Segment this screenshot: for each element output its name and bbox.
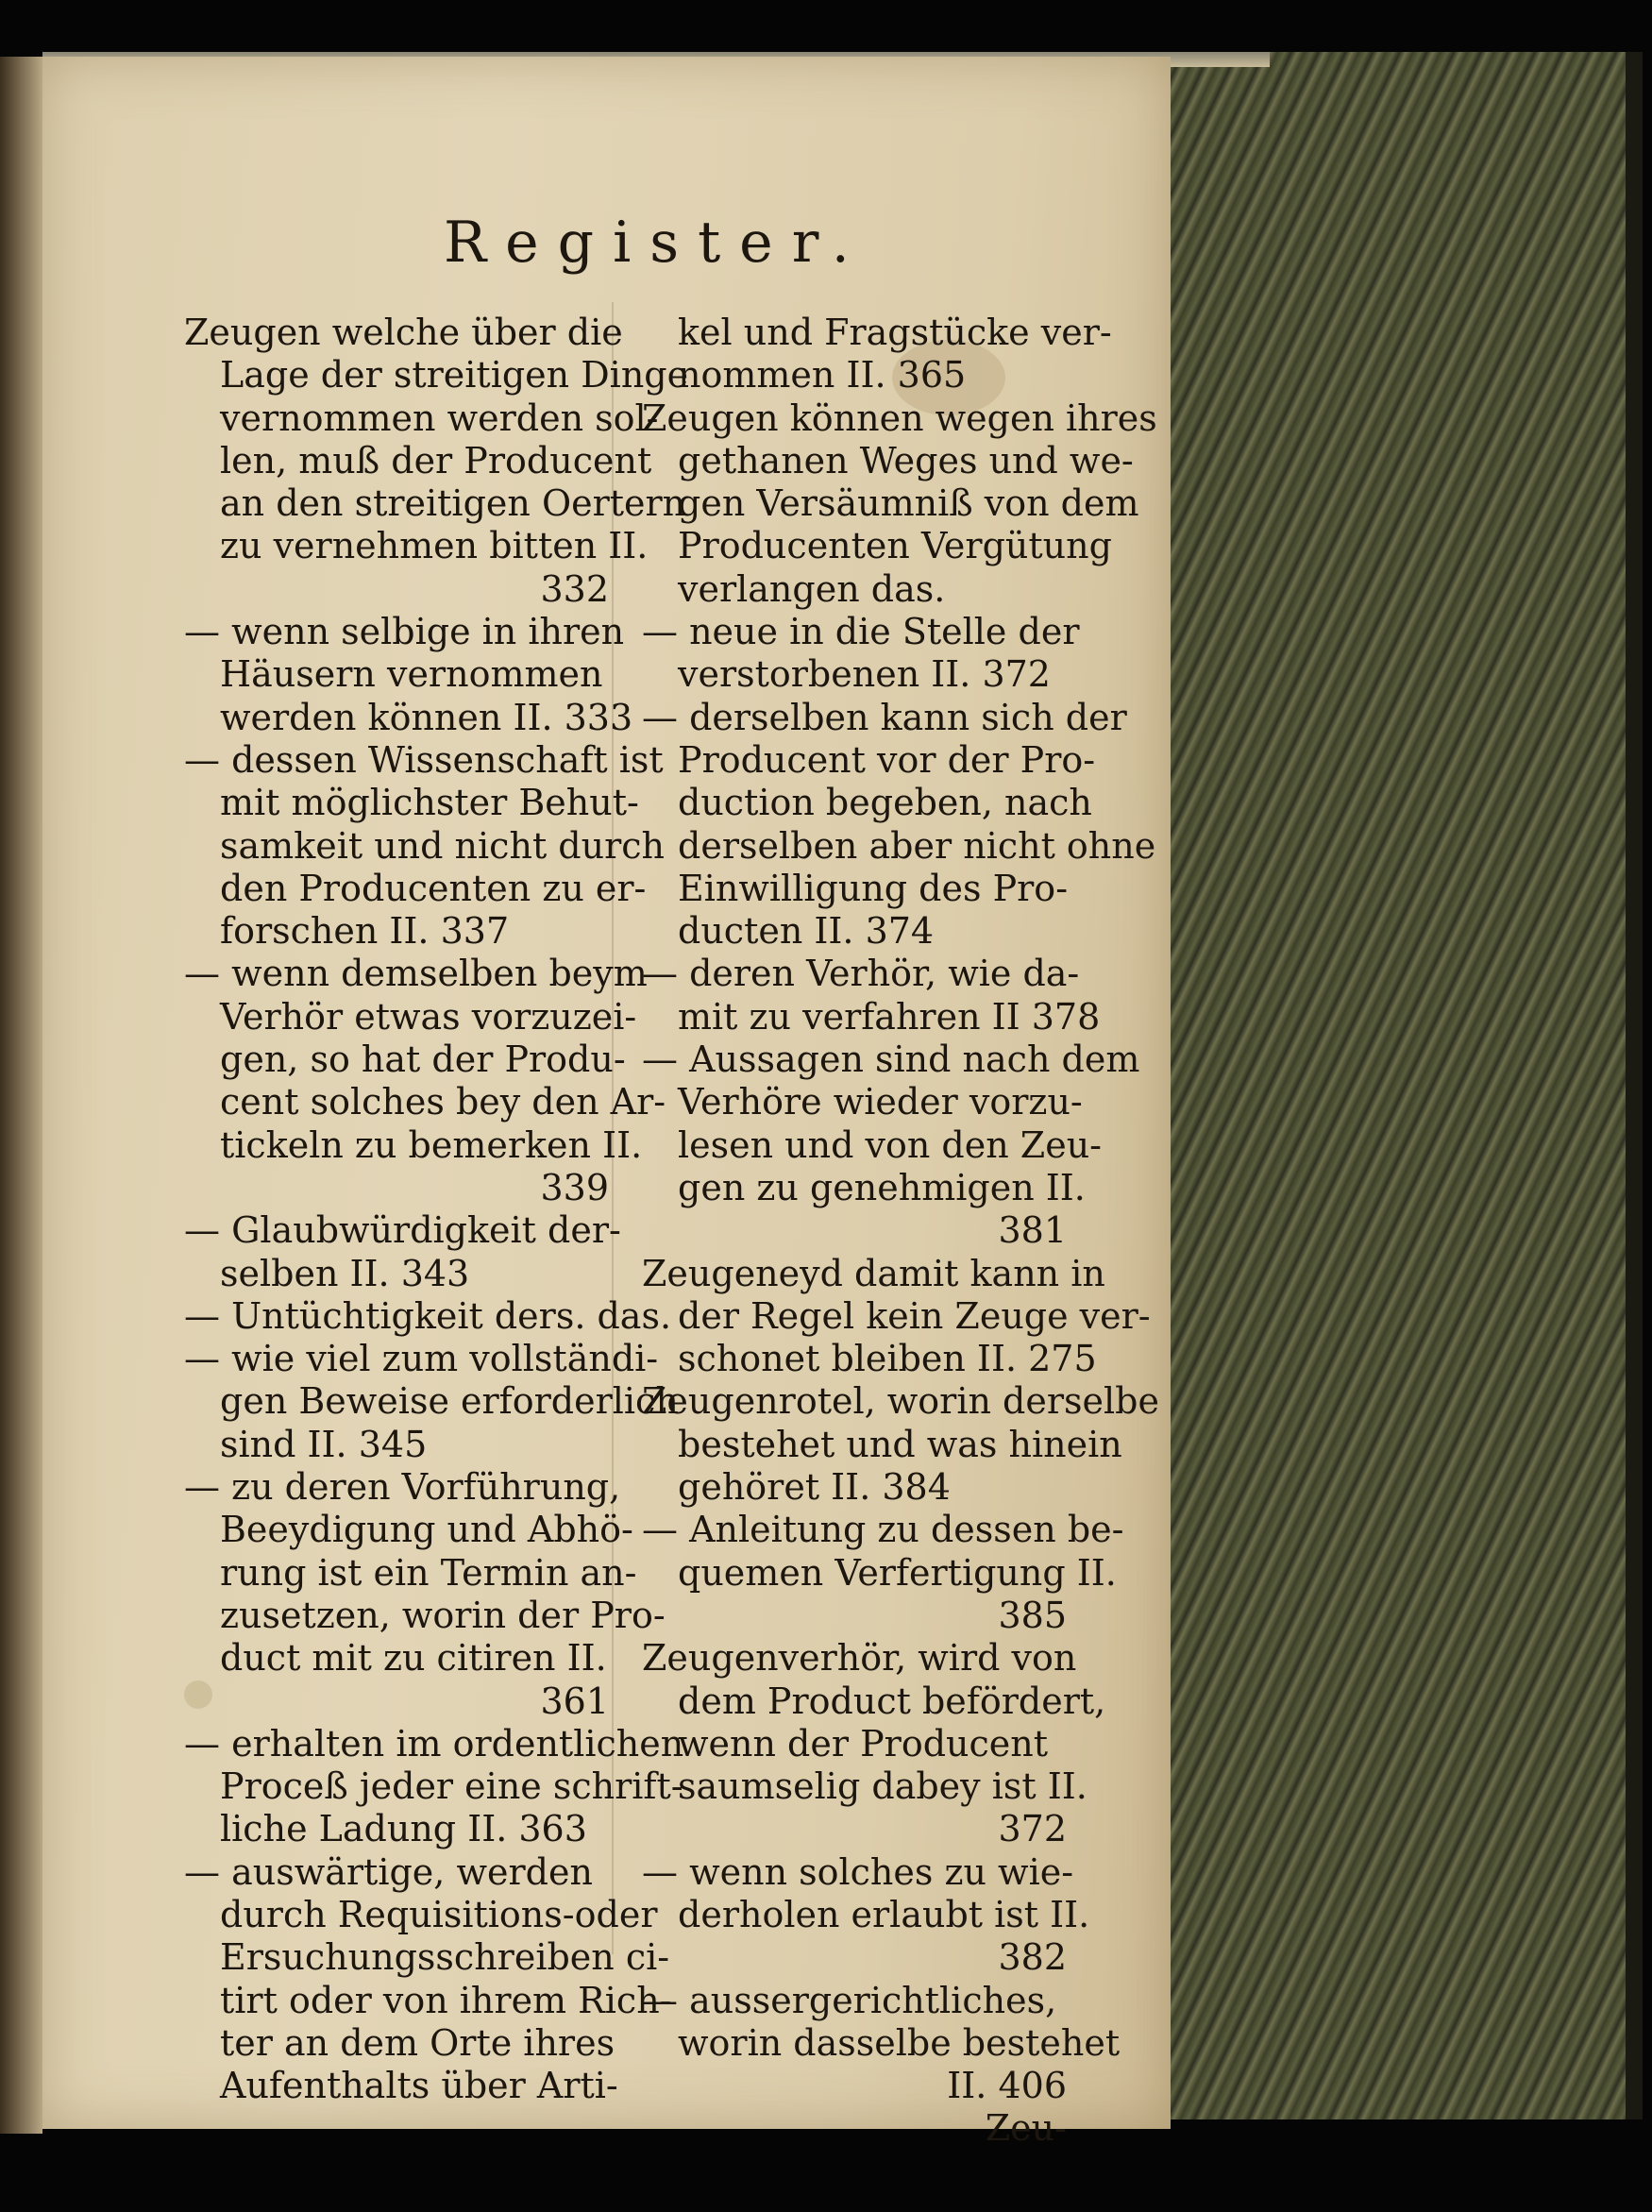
index-line: forschen II. 337 bbox=[220, 910, 510, 953]
index-line: wenn der Producent bbox=[678, 1722, 1049, 1765]
index-column-right bbox=[642, 312, 1159, 2151]
facing-page-edge bbox=[0, 57, 42, 2134]
index-line: verstorbenen II. 372 bbox=[678, 653, 1051, 696]
index-line: derselben aber nicht ohne bbox=[678, 824, 1156, 867]
index-line: Häusern vernommen bbox=[220, 653, 603, 696]
index-column-left bbox=[184, 312, 689, 2107]
index-line: tickeln zu bemerken II. bbox=[220, 1123, 643, 1166]
index-page-ref: 372 bbox=[998, 1808, 1067, 1850]
index-line: — erhalten im ordentlichen bbox=[184, 1722, 684, 1765]
index-line: — Aussagen sind nach dem bbox=[642, 1038, 1140, 1081]
index-line: — zu deren Vorführung, bbox=[184, 1466, 621, 1509]
index-line: ducten II. 374 bbox=[678, 910, 935, 953]
index-line: Zeugen welche über die bbox=[184, 312, 623, 353]
index-line: gethanen Weges und we- bbox=[678, 439, 1134, 481]
index-line: Ersuchungsschreiben ci- bbox=[220, 1936, 670, 1979]
index-line: mit zu verfahren II 378 bbox=[678, 995, 1101, 1038]
index-line: — auswärtige, werden bbox=[184, 1850, 593, 1893]
index-line: — deren Verhör, wie da- bbox=[642, 953, 1080, 995]
index-line: — derselben kann sich der bbox=[642, 696, 1127, 738]
index-line: mit möglichster Behut- bbox=[220, 782, 639, 824]
index-line: len, muß der Producent bbox=[220, 439, 652, 481]
index-line: kel und Fragstücke ver- bbox=[678, 312, 1112, 353]
index-line: Verhör etwas vorzuzei- bbox=[220, 995, 637, 1038]
index-line: gen, so hat der Produ- bbox=[220, 1038, 626, 1081]
index-line: tirt oder von ihrem Rich- bbox=[220, 1979, 672, 2021]
index-line: dem Product befördert, bbox=[678, 1680, 1106, 1722]
index-line: Producent vor der Pro- bbox=[678, 738, 1096, 781]
index-line: liche Ladung II. 363 bbox=[220, 1808, 587, 1850]
book-cover-board bbox=[1166, 52, 1640, 2119]
index-page-ref: 332 bbox=[540, 567, 609, 610]
index-line: an den streitigen Oertern bbox=[220, 482, 686, 525]
index-line: sind II. 345 bbox=[220, 1423, 428, 1465]
index-page-ref: 339 bbox=[540, 1166, 609, 1208]
cover-edge bbox=[1626, 52, 1643, 2119]
index-line: gen Beweise erforderlich bbox=[220, 1380, 679, 1423]
index-line: quemen Verfertigung II. bbox=[678, 1551, 1117, 1594]
index-line: verlangen das. bbox=[678, 567, 946, 610]
index-line: saumselig dabey ist II. bbox=[678, 1765, 1087, 1808]
index-line: samkeit und nicht durch bbox=[220, 824, 666, 867]
index-line: — wenn solches zu wie- bbox=[642, 1850, 1074, 1893]
index-line: zu vernehmen bitten II. bbox=[220, 525, 649, 567]
index-line: gen Versäumniß von dem bbox=[678, 482, 1139, 525]
index-line: Zeugen können wegen ihres bbox=[642, 397, 1157, 439]
index-line: selben II. 343 bbox=[220, 1252, 470, 1294]
index-line: Zeugenrotel, worin derselbe bbox=[642, 1380, 1159, 1423]
index-line: Zeugenverhör, wird von bbox=[642, 1637, 1077, 1680]
index-line: derholen erlaubt ist II. bbox=[678, 1893, 1090, 1935]
catchword: Zeu- bbox=[985, 2107, 1067, 2150]
index-line: Producenten Vergütung bbox=[678, 525, 1112, 567]
index-line: — wenn selbige in ihren bbox=[184, 611, 625, 653]
index-line: nommen II. 365 bbox=[678, 354, 967, 397]
index-line: Verhöre wieder vorzu- bbox=[678, 1081, 1083, 1123]
index-line: — aussergerichtliches, bbox=[642, 1979, 1057, 2021]
index-line: den Producenten zu er- bbox=[220, 867, 647, 909]
index-page-ref: 361 bbox=[540, 1680, 609, 1722]
index-line: Aufenthalts über Arti- bbox=[220, 2065, 618, 2107]
index-line: duct mit zu citiren II. bbox=[220, 1637, 607, 1680]
index-line: — wie viel zum vollständi- bbox=[184, 1338, 659, 1380]
index-line: werden können II. 333 bbox=[220, 696, 633, 738]
index-page-ref: II. 406 bbox=[947, 2065, 1067, 2107]
index-line: — dessen Wissenschaft ist bbox=[184, 738, 664, 781]
index-line: Beeydigung und Abhö- bbox=[220, 1509, 633, 1551]
index-page-ref: 381 bbox=[998, 1209, 1067, 1252]
index-page-ref: 382 bbox=[998, 1936, 1067, 1979]
index-line: gen zu genehmigen II. bbox=[678, 1166, 1086, 1208]
page-title: Register. bbox=[444, 210, 868, 276]
index-line: — neue in die Stelle der bbox=[642, 611, 1080, 653]
index-line: — wenn demselben beym bbox=[184, 953, 648, 995]
index-line: — Untüchtigkeit ders. das. bbox=[184, 1294, 672, 1337]
index-line: — Glaubwürdigkeit der- bbox=[184, 1209, 621, 1252]
index-page-ref: 385 bbox=[998, 1594, 1067, 1636]
index-line: schonet bleiben II. 275 bbox=[678, 1338, 1097, 1380]
index-line: worin dasselbe bestehet bbox=[678, 2021, 1121, 2064]
index-line: rung ist ein Termin an- bbox=[220, 1551, 637, 1594]
index-line: zusetzen, worin der Pro- bbox=[220, 1594, 666, 1636]
index-line: duction begeben, nach bbox=[678, 782, 1092, 824]
index-line: lesen und von den Zeu- bbox=[678, 1123, 1103, 1166]
index-line: cent solches bey den Ar- bbox=[220, 1081, 666, 1123]
index-line: der Regel kein Zeuge ver- bbox=[678, 1294, 1151, 1337]
index-line: Proceß jeder eine schrift- bbox=[220, 1765, 683, 1808]
index-line: Einwilligung des Pro- bbox=[678, 867, 1069, 909]
index-line: Lage der streitigen Dinge bbox=[220, 354, 689, 397]
index-line: — Anleitung zu dessen be- bbox=[642, 1509, 1124, 1551]
index-line: bestehet und was hinein bbox=[678, 1423, 1122, 1465]
index-line: ter an dem Orte ihres bbox=[220, 2021, 615, 2064]
index-line: Zeugeneyd damit kann in bbox=[642, 1252, 1105, 1294]
index-line: gehöret II. 384 bbox=[678, 1466, 951, 1509]
index-line: vernommen werden sol- bbox=[220, 397, 659, 439]
index-line: durch Requisitions-oder bbox=[220, 1893, 658, 1935]
